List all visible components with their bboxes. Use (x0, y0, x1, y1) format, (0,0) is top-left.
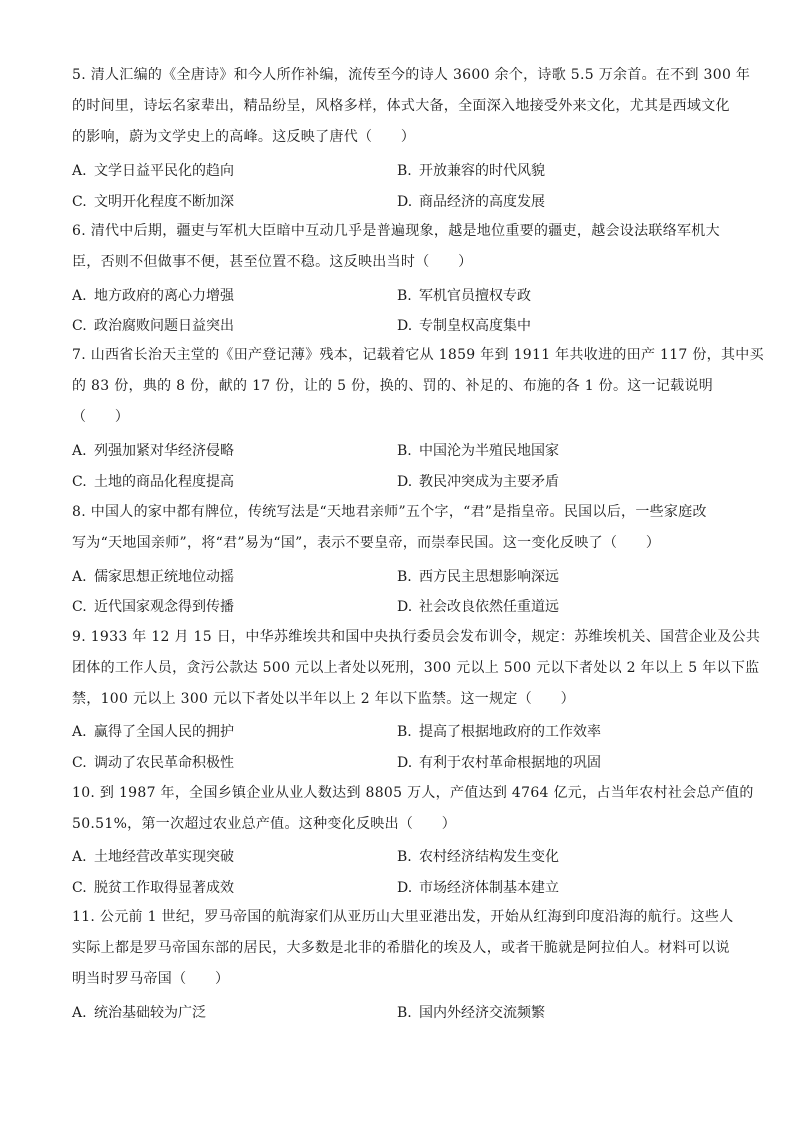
option-6c[interactable]: C. 政治腐败问题日益突出 (72, 318, 234, 334)
question-line: 50.51%，第一次超过农业总产值。这种变化反映出（ ） (72, 816, 457, 832)
question-line: 9. 1933 年 12 月 15 日，中华苏维埃共和国中央执行委员会发布训令，规定：苏维埃机关、国营企业及公共 (72, 629, 761, 645)
option-9d[interactable]: D. 有利于农村革命根据地的巩固 (397, 755, 601, 771)
option-7d[interactable]: D. 教民冲突成为主要矛盾 (397, 474, 559, 490)
option-7c[interactable]: C. 土地的商品化程度提高 (72, 474, 234, 490)
question-7-stem (72, 340, 764, 433)
question-line: 6. 清代中后期，疆吏与军机大臣暗中互动几乎是普遍现象，越是地位重要的疆吏，越会设法联络军机大 (72, 223, 720, 239)
question-line: 写为“天地国亲师”，将“君”易为“国”，表示不要皇帝，而崇奉民国。这一变化反映了（ ） (72, 535, 661, 551)
option-5d[interactable]: D. 商品经济的高度发展 (397, 194, 545, 210)
question-line: 团体的工作人员，贪污公款达 500 元以上者处以死刑，300 元以上 500 元以下者处以 2 年以上 5 年以下监 (72, 660, 760, 676)
question-line: 7. 山西省长治天主堂的《田产登记薄》残本，记载着它从 1859 年到 1911 年共收进的田产 117 份，其中买 (72, 347, 764, 363)
option-8c[interactable]: C. 近代国家观念得到传播 (72, 599, 234, 615)
question-11-stem (72, 902, 732, 995)
question-line: 8. 中国人的家中都有牌位，传统写法是“天地君亲师”五个字，“君”是指皇帝。民国以后，一些家庭改 (72, 504, 707, 520)
question-5-stem (72, 60, 751, 153)
question-9-stem (72, 622, 761, 715)
question-line: 5. 清人汇编的《全唐诗》和今人所作补编，流传至今的诗人 3600 余个，诗歌 5.5 万余首。在不到 300 年 (72, 67, 751, 83)
option-9a[interactable]: A. 赢得了全国人民的拥护 (72, 724, 234, 740)
option-9b[interactable]: B. 提高了根据地政府的工作效率 (397, 724, 601, 740)
option-6d[interactable]: D. 专制皇权高度集中 (397, 318, 531, 334)
question-8-stem (72, 497, 732, 559)
question-10-stem (72, 778, 754, 840)
question-line: 臣，否则不但做事不便，甚至位置不稳。这反映出当时（ ） (72, 254, 473, 270)
option-8a[interactable]: A. 儒家思想正统地位动摇 (72, 569, 234, 585)
option-6b[interactable]: B. 军机官员擅权专政 (397, 288, 531, 304)
option-8d[interactable]: D. 社会改良依然任重道远 (397, 599, 559, 615)
question-6-stem (72, 216, 732, 278)
option-6a[interactable]: A. 地方政府的离心力增强 (72, 288, 234, 304)
option-10d[interactable]: D. 市场经济体制基本建立 (397, 880, 559, 896)
option-5b[interactable]: B. 开放兼容的时代风貌 (397, 163, 545, 179)
option-11b[interactable]: B. 国内外经济交流频繁 (397, 1005, 545, 1021)
option-7a[interactable]: A. 列强加紧对华经济侵略 (72, 443, 234, 459)
question-line: 11. 公元前 1 世纪，罗马帝国的航海家们从亚历山大里亚港出发，开始从红海到印度沿海的航行。这些人 (72, 909, 734, 925)
option-10c[interactable]: C. 脱贫工作取得显著成效 (72, 880, 234, 896)
option-7b[interactable]: B. 中国沦为半殖民地国家 (397, 443, 559, 459)
question-line: 10. 到 1987 年，全国乡镇企业从业人数达到 8805 万人，产值达到 4764 亿元，占当年农村社会总产值的 (72, 785, 754, 801)
question-line: 的时间里，诗坛名家辈出，精品纷呈，风格多样，体式大备，全面深入地接受外来文化，尤其是西域文化 (72, 98, 730, 114)
option-9c[interactable]: C. 调动了农民革命积极性 (72, 755, 234, 771)
question-line: 实际上都是罗马帝国东部的居民，大多数是北非的希腊化的埃及人，或者干脆就是阿拉伯人。材料可以说 (72, 940, 730, 956)
option-10a[interactable]: A. 土地经营改革实现突破 (72, 849, 234, 865)
question-line: 明当时罗马帝国（ ） (72, 971, 230, 987)
option-10b[interactable]: B. 农村经济结构发生变化 (397, 849, 559, 865)
option-5a[interactable]: A. 文学日益平民化的趋向 (72, 163, 234, 179)
question-line: （ ） (72, 409, 130, 425)
question-line: 的影响，蔚为文学史上的高峰。这反映了唐代（ ） (72, 129, 416, 145)
question-line: 禁，100 元以上 300 元以下者处以半年以上 2 年以下监禁。这一规定（ ） (72, 691, 575, 707)
option-11a[interactable]: A. 统治基础较为广泛 (72, 1005, 206, 1021)
question-line: 的 83 份，典的 8 份，献的 17 份，让的 5 份，换的、罚的、补足的、布施的各 1 份。这一记载说明 (72, 378, 714, 394)
option-5c[interactable]: C. 文明开化程度不断加深 (72, 194, 234, 210)
option-8b[interactable]: B. 西方民主思想影响深远 (397, 569, 559, 585)
